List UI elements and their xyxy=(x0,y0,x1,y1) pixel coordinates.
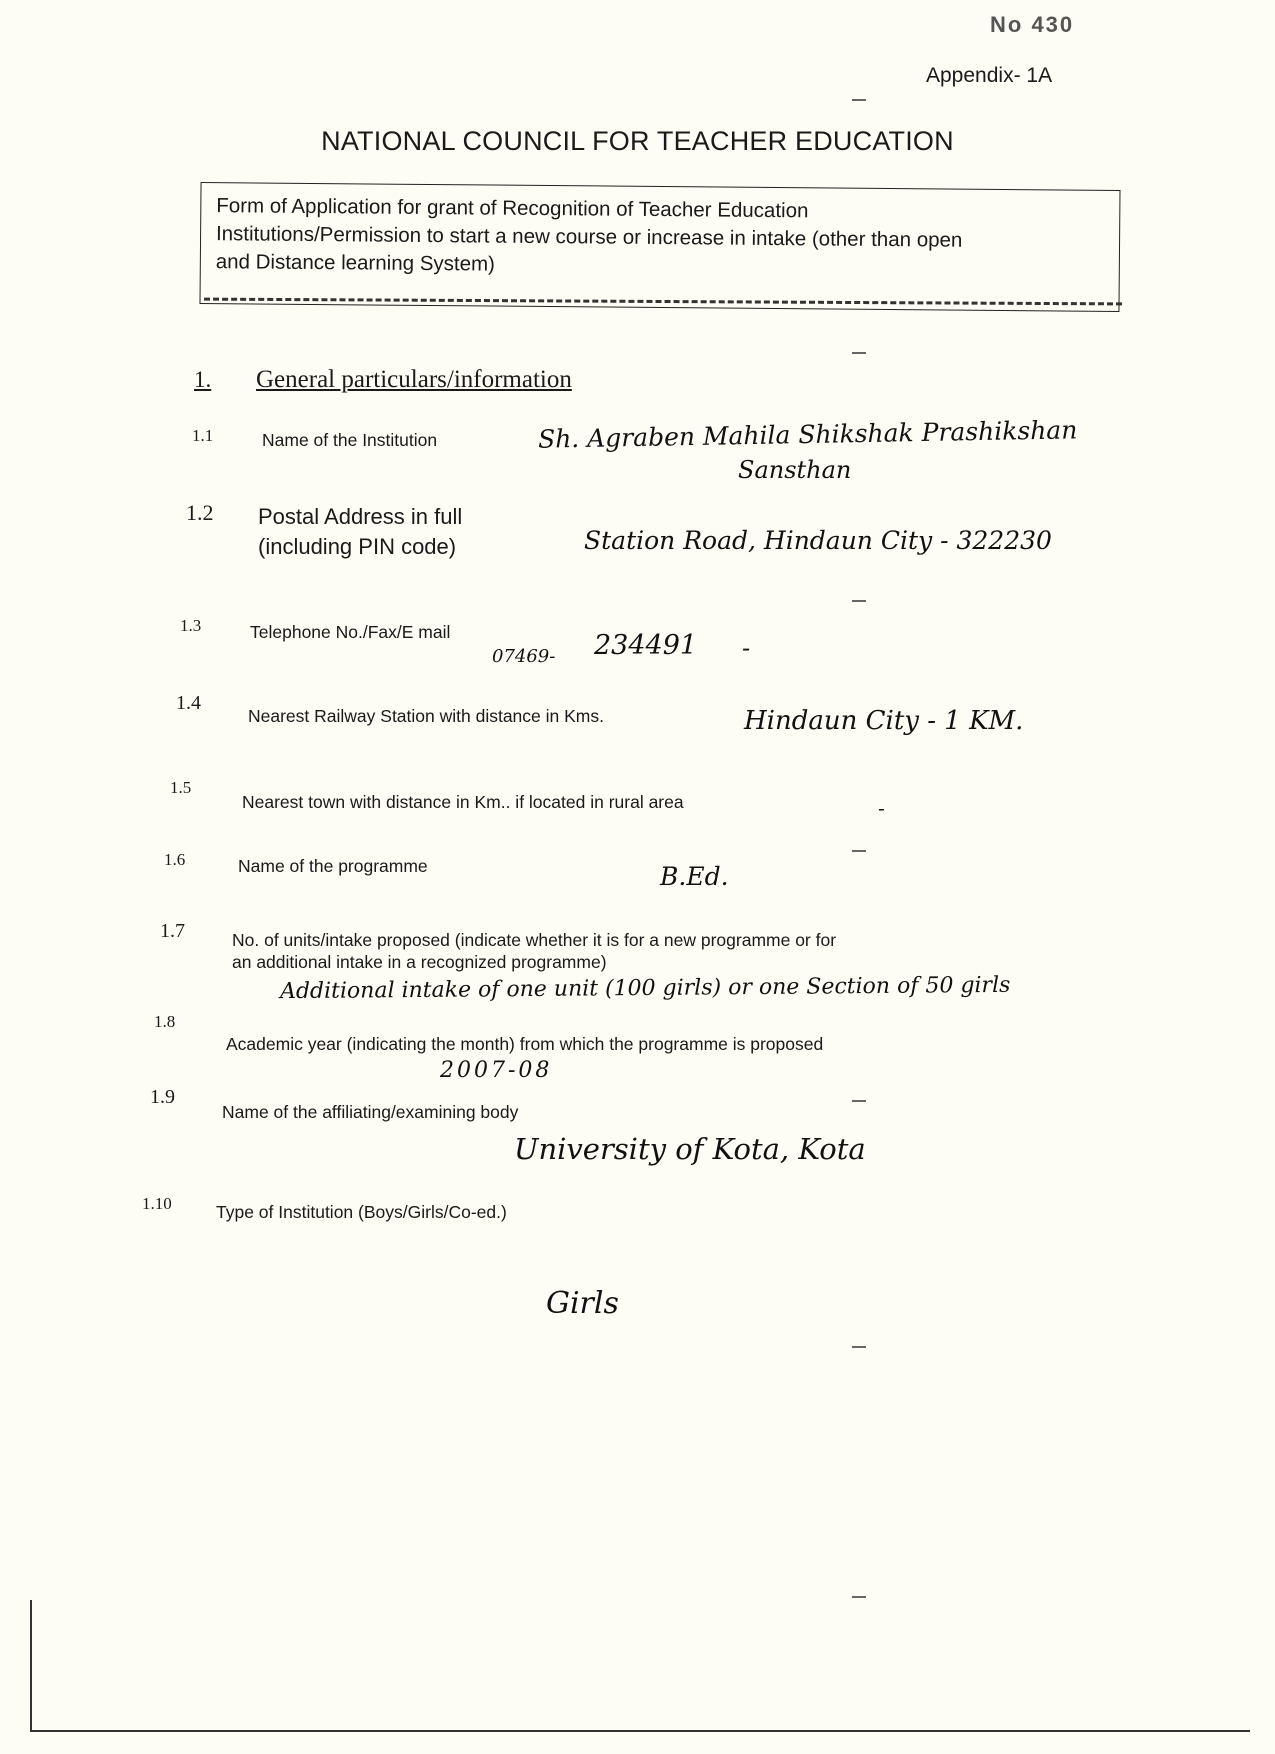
item-label-institution-name: Name of the Institution xyxy=(262,430,438,450)
section-title: General particulars/information xyxy=(256,366,572,393)
item-label-telephone: Telephone No./Fax/E mail xyxy=(250,622,451,642)
item-label-programme: Name of the programme xyxy=(238,856,428,876)
item-number: 1.7 xyxy=(160,920,185,942)
item-number: 1.1 xyxy=(192,426,214,445)
item-number: 1.3 xyxy=(180,616,202,635)
section-number: 1. xyxy=(194,367,212,392)
item-number: 1.4 xyxy=(176,692,201,714)
item-number: 1.6 xyxy=(164,850,186,869)
handwritten-std-code: 07469- xyxy=(492,646,556,667)
scan-mark xyxy=(852,99,866,101)
handwritten-institution-name-cont: Sansthan xyxy=(738,456,852,484)
item-label-postal-address-cont: (including PIN code) xyxy=(258,534,457,559)
handwritten-institution-name: Sh. Agraben Mahila Shikshak Prashikshan xyxy=(537,415,1078,454)
item-number: 1.5 xyxy=(170,778,192,797)
form-description-text xyxy=(216,192,1097,284)
form-description-line: Institutions/Permission to start a new course or increase in intake (other than open xyxy=(215,222,963,252)
handwritten-nearest-town: - xyxy=(878,796,885,820)
item-label-nearest-town: Nearest town with distance in Km.. if located in rural area xyxy=(242,792,684,812)
scan-mark xyxy=(852,600,866,602)
item-label-institution-type: Type of Institution (Boys/Girls/Co-ed.) xyxy=(216,1202,507,1222)
item-label-affiliating-body: Name of the affiliating/examining body xyxy=(222,1102,519,1122)
scan-mark xyxy=(852,1346,866,1348)
scan-mark xyxy=(852,352,866,354)
item-label-intake-cont: an additional intake in a recognized programme) xyxy=(232,952,607,972)
handwritten-telephone-dash: - xyxy=(742,634,751,662)
item-label-academic-year: Academic year (indicating the month) from which the programme is proposed xyxy=(226,1034,824,1054)
scan-mark xyxy=(852,1596,866,1598)
scan-mark xyxy=(852,850,866,852)
item-number: 1.10 xyxy=(142,1194,172,1213)
handwritten-institution-type: Girls xyxy=(546,1286,619,1321)
item-label-railway-station: Nearest Railway Station with distance in Kms. xyxy=(248,706,604,726)
handwritten-telephone: 234491 xyxy=(594,630,698,661)
document-title: NATIONAL COUNCIL FOR TEACHER EDUCATION xyxy=(321,126,954,156)
handwritten-affiliating-body: University of Kota, Kota xyxy=(514,1132,866,1166)
item-label-intake: No. of units/intake proposed (indicate whether it is for a new programme or for xyxy=(232,930,837,950)
handwritten-postal-address: Station Road, Hindaun City - 322230 xyxy=(584,526,1052,555)
form-description-line: and Distance learning System) xyxy=(215,250,496,276)
page-bottom-edge xyxy=(30,1730,1250,1732)
serial-number-stamp: No 430 xyxy=(990,12,1075,37)
handwritten-academic-year: 2007-08 xyxy=(440,1058,553,1083)
form-description-line: Form of Application for grant of Recognition of Teacher Education xyxy=(216,194,809,223)
handwritten-railway-station: Hindaun City - 1 KM. xyxy=(744,706,1024,736)
item-label-postal-address: Postal Address in full xyxy=(258,504,463,529)
item-number: 1.8 xyxy=(154,1012,176,1031)
appendix-label: Appendix- 1A xyxy=(926,64,1053,87)
item-number: 1.9 xyxy=(150,1086,175,1108)
page-left-edge xyxy=(30,1600,32,1730)
item-number: 1.2 xyxy=(186,500,214,525)
handwritten-intake: Additional intake of one unit (100 girls) or one Section of 50 girls xyxy=(279,972,1011,1005)
scan-mark xyxy=(852,1100,866,1102)
handwritten-programme: B.Ed. xyxy=(660,862,729,891)
